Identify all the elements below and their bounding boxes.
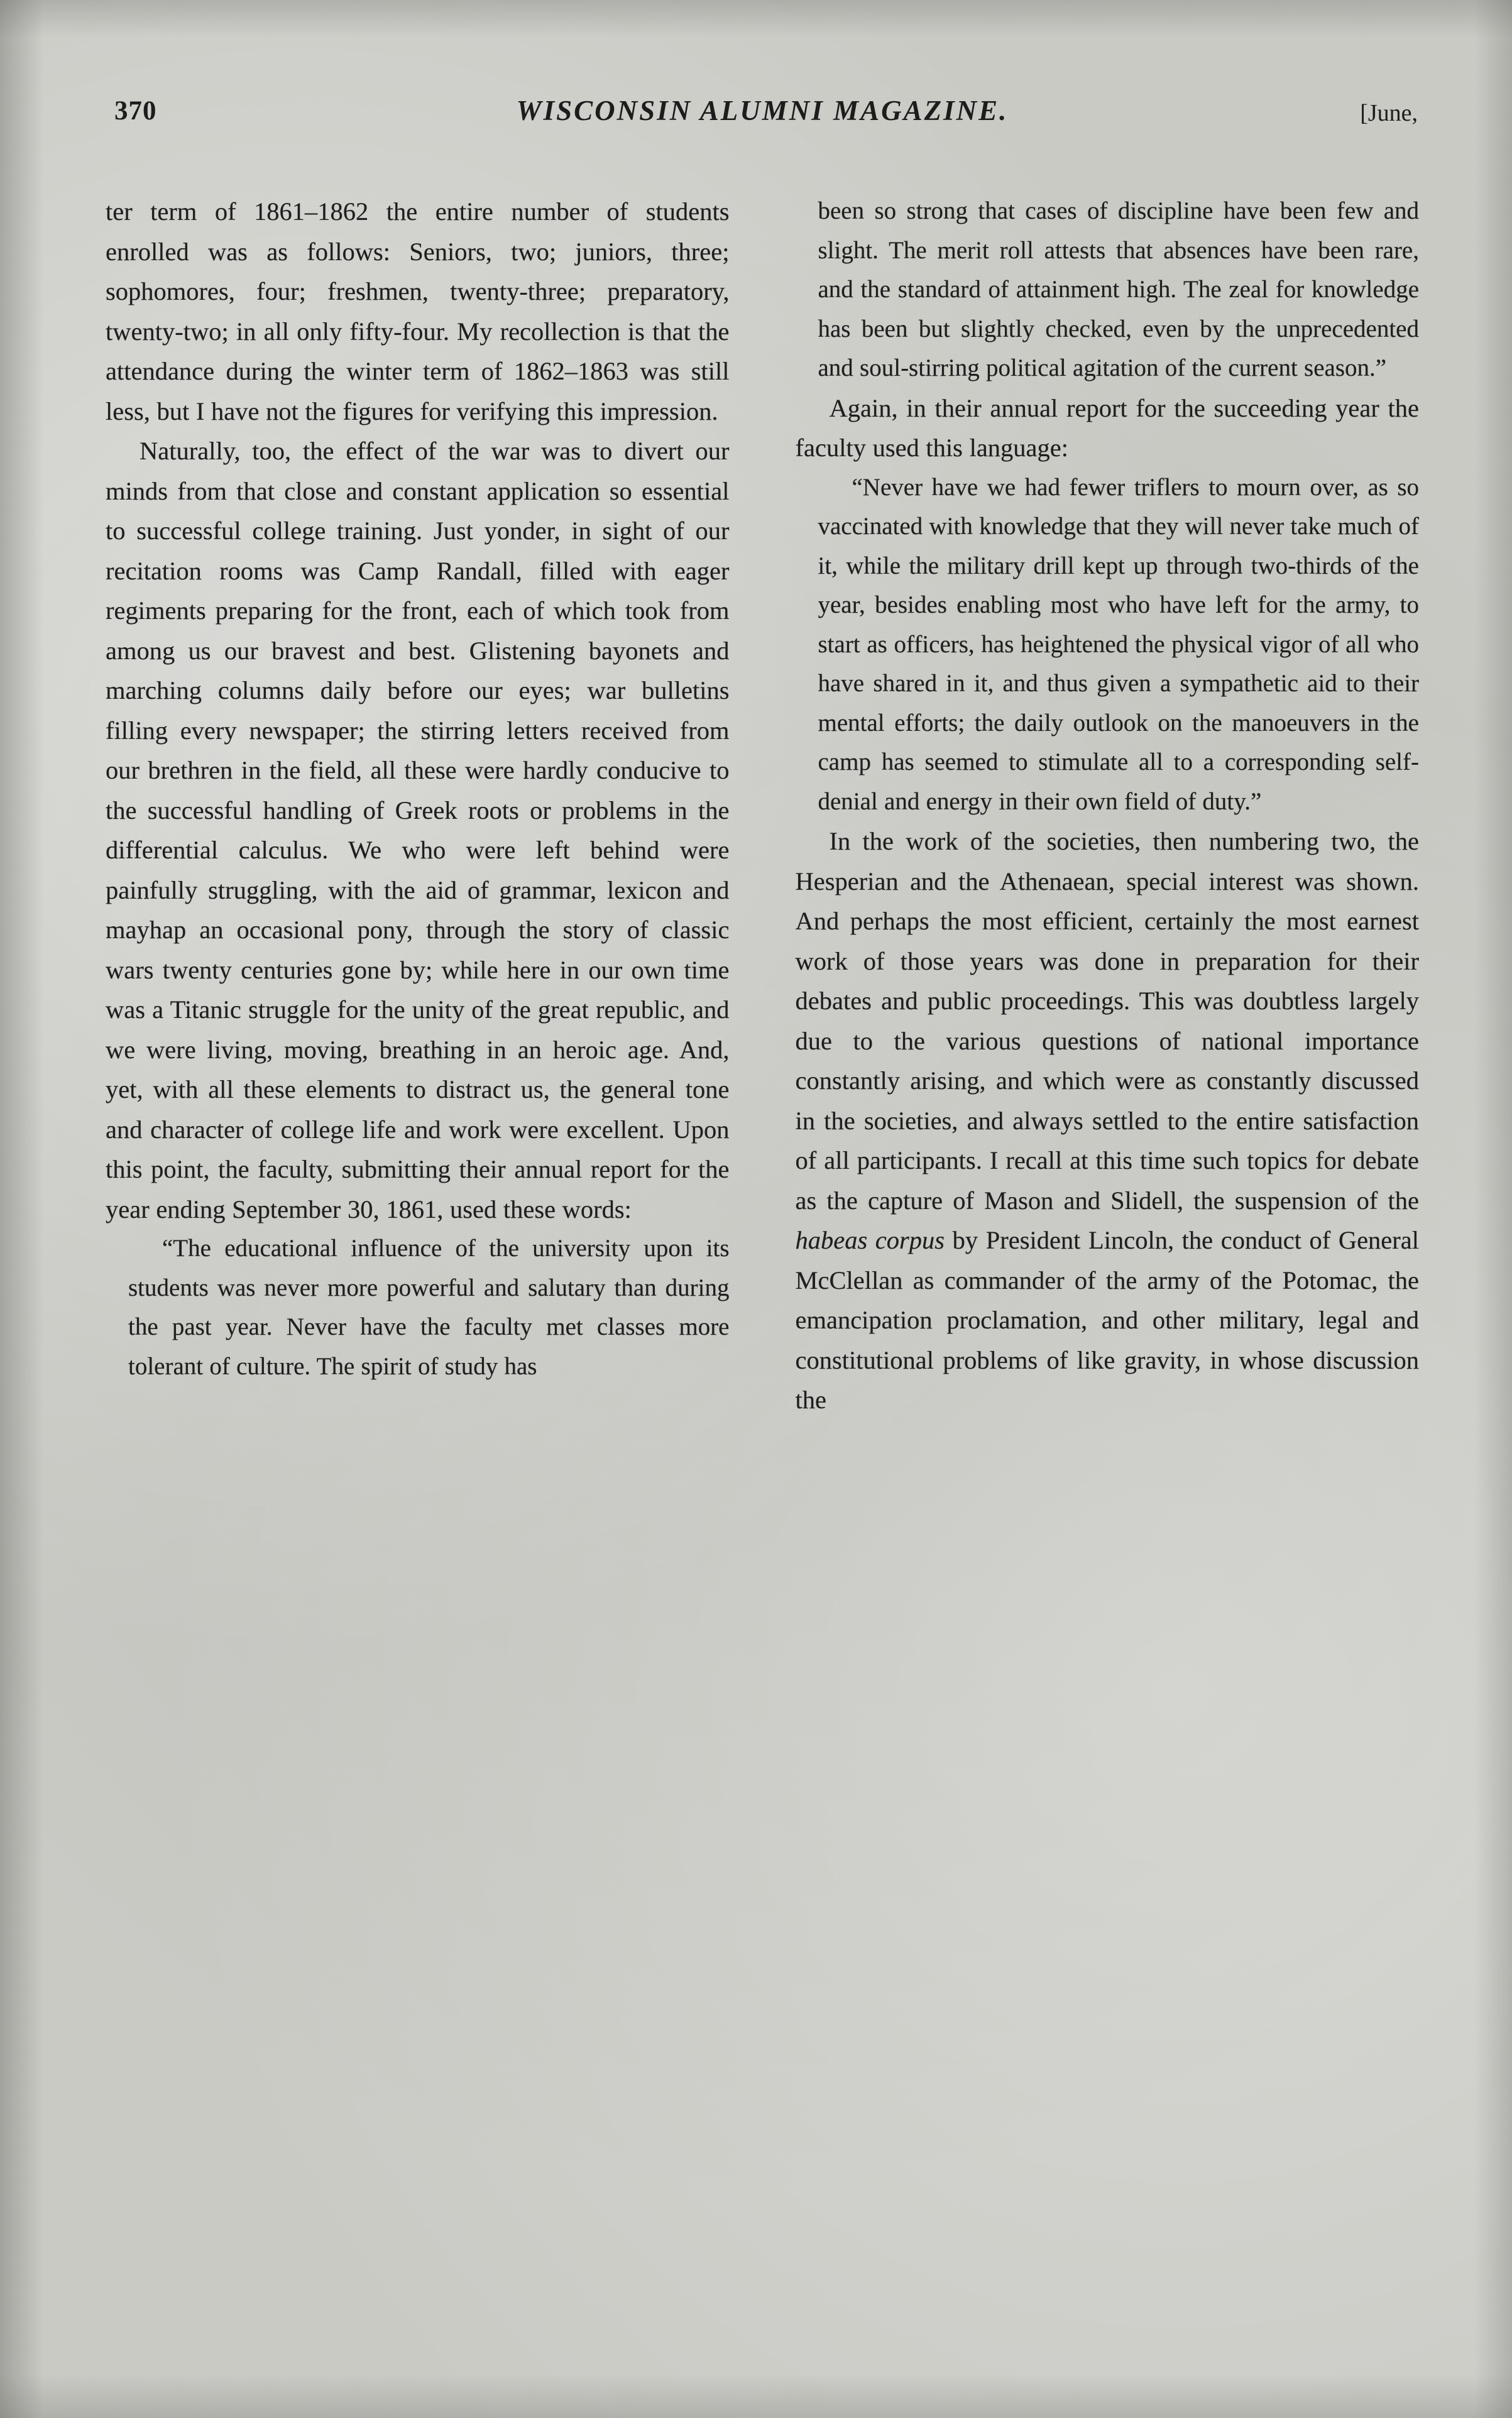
block-quote: “Never have we had fewer triflers to mourn over, as so vaccinated with knowledge that they will never take much of it, while the military drill kept up through two-thirds of the year, besides enabling most who have left for the army, to start as officers, has heightened the physical vigor of all who have shared in it, and thus given a sympathetic aid to their mental efforts; the daily outlook on the manoeuvers in the camp has seemed to stimulate all to a corresponding self-denial and energy in their own field of duty.” [818,473,1419,815]
left-column [106,192,730,1420]
page-edge-shadow-right [1474,0,1512,2418]
page-edge-shadow-bottom [0,2374,1512,2418]
page-edge-shadow-left [0,0,44,2418]
paragraph-text-part-2: by President Lincoln, the conduct of General McClellan as commander of the army of the Potomac, the emancipation proclamation, and other military, legal and constitutional problems of like gravity, in whose discussion the [795,1226,1419,1414]
publication-title: WISCONSIN ALUMNI MAGAZINE. [516,95,1009,126]
block-quote-continued: been so strong that cases of discipline have been few and slight. The merit roll attests that absences have been rare, and the standard of attainment high. The zeal for knowledge has been but slightly checked, even by the unprecedented and soul-stirring political agitation of the current season.” [818,197,1419,381]
page-edge-shadow-top [0,0,1512,38]
body-columns [106,192,1419,1420]
latin-phrase: habeas corpus [795,1226,945,1254]
right-column [796,192,1420,1420]
block-quote: “The educational influence of the university upon its students was never more powerful and salutary than during the past year. Never have the faculty met classes more tolerant of culture. The spirit of study has [128,1235,730,1380]
page-number: 370 [114,96,157,126]
issue-month: [June, [1360,100,1418,126]
paragraph-with-italic [796,821,1420,1420]
paragraph: Naturally, too, the effect of the war was to divert our minds from that close and constant application so essential to successful college training. Just yonder, in sight of our recitation rooms was Camp Randall, filled with eager regiments preparing for the front, each of which took from among us our bravest and best. Glistening bayonets and marching columns daily before our eyes; war bulletins filling every newspaper; the stirring letters received from our brethren in the field, all these were hardly conducive to the successful handling of Greek roots or problems in the differential calculus. We who were left behind were painfully struggling, with the aid of grammar, lexicon and mayhap an occasional pony, through the story of classic wars twenty centuries gone by; while here in our own time was a Titanic struggle for the unity of the great republic, and we were living, moving, breathing in an heroic age. And, yet, with all these elements to distract us, the general tone and character of college life and work were excellent. Upon this point, the faculty, submitting their annual report for the year ending September 30, 1861, used these words: [106,437,730,1223]
running-head [107,94,1418,138]
paragraph-text-part-1: In the work of the societies, then numbering two, the Hesperian and the Athenaean, special interest was shown. And perhaps the most efficient, certainly the most earnest work of those years was done in preparation for their debates and public proceedings. This was doubtless largely due to the various questions of national importance constantly arising, and which were as constantly discussed in the societies, and always settled to the entire satisfaction of all participants. I recall at this time such topics for debate as the capture of Mason and Slidell, the suspension of the [795,827,1419,1215]
paragraph: ter term of 1861–1862 the entire number of students enrolled was as follows: Seniors, two; juniors, three; sophomores, four; freshmen, twenty-three; preparatory, twenty-two; in all only fifty-four. My recollection is that the attendance during the winter term of 1862–1863 was still less, but I have not the figures for verifying this impression. [106,197,730,425]
paragraph: Again, in their annual report for the succeeding year the faculty used this language: [795,393,1419,462]
